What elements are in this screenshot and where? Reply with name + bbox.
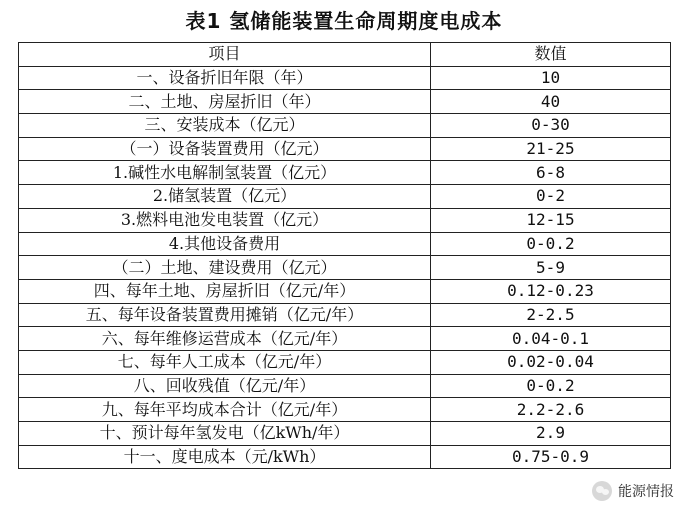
row-item-label: 3.燃料电池发电装置（亿元） bbox=[19, 208, 431, 232]
row-item-label: 1.碱性水电解制氢装置（亿元） bbox=[19, 161, 431, 185]
row-item-label: 九、每年平均成本合计（亿元/年） bbox=[19, 398, 431, 422]
row-value: 2-2.5 bbox=[431, 303, 671, 327]
table-title: 表1 氢储能装置生命周期度电成本 bbox=[185, 9, 503, 33]
table-row bbox=[19, 303, 671, 327]
table-row bbox=[19, 422, 671, 446]
row-value: 6-8 bbox=[431, 161, 671, 185]
column-header-item: 项目 bbox=[19, 43, 431, 67]
row-item-label: 四、每年土地、房屋折旧（亿元/年） bbox=[19, 279, 431, 303]
column-header-value: 数值 bbox=[431, 43, 671, 67]
row-value: 0-0.2 bbox=[431, 374, 671, 398]
row-item-label: 2.储氢装置（亿元） bbox=[19, 185, 431, 209]
row-value: 0-30 bbox=[431, 114, 671, 138]
table-row bbox=[19, 66, 671, 90]
row-value: 2.2-2.6 bbox=[431, 398, 671, 422]
row-item-label: 4.其他设备费用 bbox=[19, 232, 431, 256]
table-row bbox=[19, 374, 671, 398]
cost-table bbox=[18, 42, 671, 469]
table-row bbox=[19, 185, 671, 209]
row-value: 0.12-0.23 bbox=[431, 279, 671, 303]
row-value: 40 bbox=[431, 90, 671, 114]
row-value: 0.04-0.1 bbox=[431, 327, 671, 351]
row-value: 2.9 bbox=[431, 422, 671, 446]
row-item-label: 三、安装成本（亿元） bbox=[19, 114, 431, 138]
watermark-text: 能源情报 bbox=[618, 484, 674, 500]
row-item-label: 八、回收残值（亿元/年） bbox=[19, 374, 431, 398]
row-item-label: 二、土地、房屋折旧（年） bbox=[19, 90, 431, 114]
table-row bbox=[19, 256, 671, 280]
table-row bbox=[19, 161, 671, 185]
row-value: 5-9 bbox=[431, 256, 671, 280]
row-value: 0-0.2 bbox=[431, 232, 671, 256]
table-row bbox=[19, 350, 671, 374]
table-row bbox=[19, 398, 671, 422]
watermark bbox=[588, 480, 678, 502]
table-row bbox=[19, 137, 671, 161]
table-row bbox=[19, 279, 671, 303]
row-item-label: 六、每年维修运营成本（亿元/年） bbox=[19, 327, 431, 351]
table-row bbox=[19, 327, 671, 351]
table-row bbox=[19, 232, 671, 256]
row-value: 10 bbox=[431, 66, 671, 90]
row-value: 12-15 bbox=[431, 208, 671, 232]
row-item-label: （一）设备装置费用（亿元） bbox=[19, 137, 431, 161]
row-value: 0.02-0.04 bbox=[431, 350, 671, 374]
table-row bbox=[19, 208, 671, 232]
row-item-label: 十、预计每年氢发电（亿kWh/年） bbox=[19, 422, 431, 446]
row-item-label: 七、每年人工成本（亿元/年） bbox=[19, 350, 431, 374]
row-value: 0.75-0.9 bbox=[431, 445, 671, 469]
wechat-icon bbox=[592, 481, 612, 501]
row-value: 21-25 bbox=[431, 137, 671, 161]
row-item-label: （二）土地、建设费用（亿元） bbox=[19, 256, 431, 280]
table-row bbox=[19, 90, 671, 114]
row-value: 0-2 bbox=[431, 185, 671, 209]
row-item-label: 五、每年设备装置费用摊销（亿元/年） bbox=[19, 303, 431, 327]
table-row bbox=[19, 445, 671, 469]
row-item-label: 十一、度电成本（元/kWh） bbox=[19, 445, 431, 469]
table-row bbox=[19, 114, 671, 138]
row-item-label: 一、设备折旧年限（年） bbox=[19, 66, 431, 90]
table-header-row bbox=[19, 43, 671, 67]
